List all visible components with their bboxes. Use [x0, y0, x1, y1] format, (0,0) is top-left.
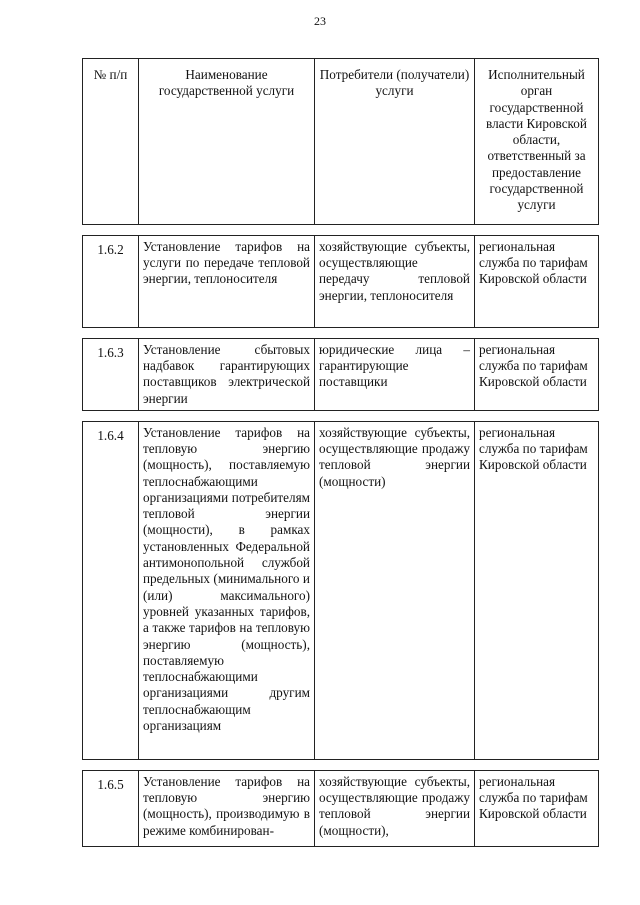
header-authority: Исполнительный орган государственной власти Кировской области, ответственный за предоставление государственной услуги [475, 59, 599, 225]
row-consumers: хозяйствующие субъекты, осуществляющие продажу тепловой энергии (мощности) [315, 421, 475, 759]
table-row [83, 421, 599, 759]
row-consumers: хозяйствующие субъекты, осуществляющие продажу тепловой энергии (мощности), [315, 770, 475, 846]
page-number: 23 [314, 14, 326, 28]
row-consumers: хозяйствующие субъекты, осуществляющие передачу тепловой энергии, теплоносителя [315, 235, 475, 327]
row-num: 1.6.5 [83, 770, 139, 846]
table-row [83, 338, 599, 410]
header-consumers: Потребители (получатели) услуги [315, 59, 475, 225]
row-num: 1.6.4 [83, 421, 139, 759]
row-authority: региональная служба по тарифам Кировской области [475, 770, 599, 846]
header-service: Наименование государственной услуги [139, 59, 315, 225]
row-service: Установление тарифов на услуги по передаче тепловой энергии, теплоносителя [139, 235, 315, 327]
row-separator [83, 759, 599, 770]
row-separator [83, 224, 599, 235]
row-num: 1.6.3 [83, 338, 139, 410]
row-consumers: юридические лица – гарантирующие поставщики [315, 338, 475, 410]
row-service: Установление сбытовых надбавок гарантирующих поставщиков электрической энергии [139, 338, 315, 410]
table-row [83, 235, 599, 327]
row-service: Установление тарифов на тепловую энергию (мощность), производимую в режиме комбинирован- [139, 770, 315, 846]
header-num: № п/п [83, 59, 139, 225]
row-authority: региональная служба по тарифам Кировской области [475, 338, 599, 410]
row-num: 1.6.2 [83, 235, 139, 327]
services-table-wrapper [82, 58, 598, 847]
row-authority: региональная служба по тарифам Кировской области [475, 235, 599, 327]
row-service: Установление тарифов на тепловую энергию (мощность), поставляемую теплоснабжающими организациями потребителям тепловой энергии (мощности), в рамках установленных Федеральной антимонопольной службой предельных (минимального и (или) максимального) уровней указанных тарифов, а также тарифов на тепловую энергию (мощность), поставляемую теплоснабжающими организациями другим теплоснабжающим организациям [139, 421, 315, 759]
row-separator [83, 410, 599, 421]
table-row [83, 770, 599, 846]
table-header-row [83, 59, 599, 225]
row-separator [83, 327, 599, 338]
row-authority: региональная служба по тарифам Кировской области [475, 421, 599, 759]
services-table [82, 58, 599, 847]
